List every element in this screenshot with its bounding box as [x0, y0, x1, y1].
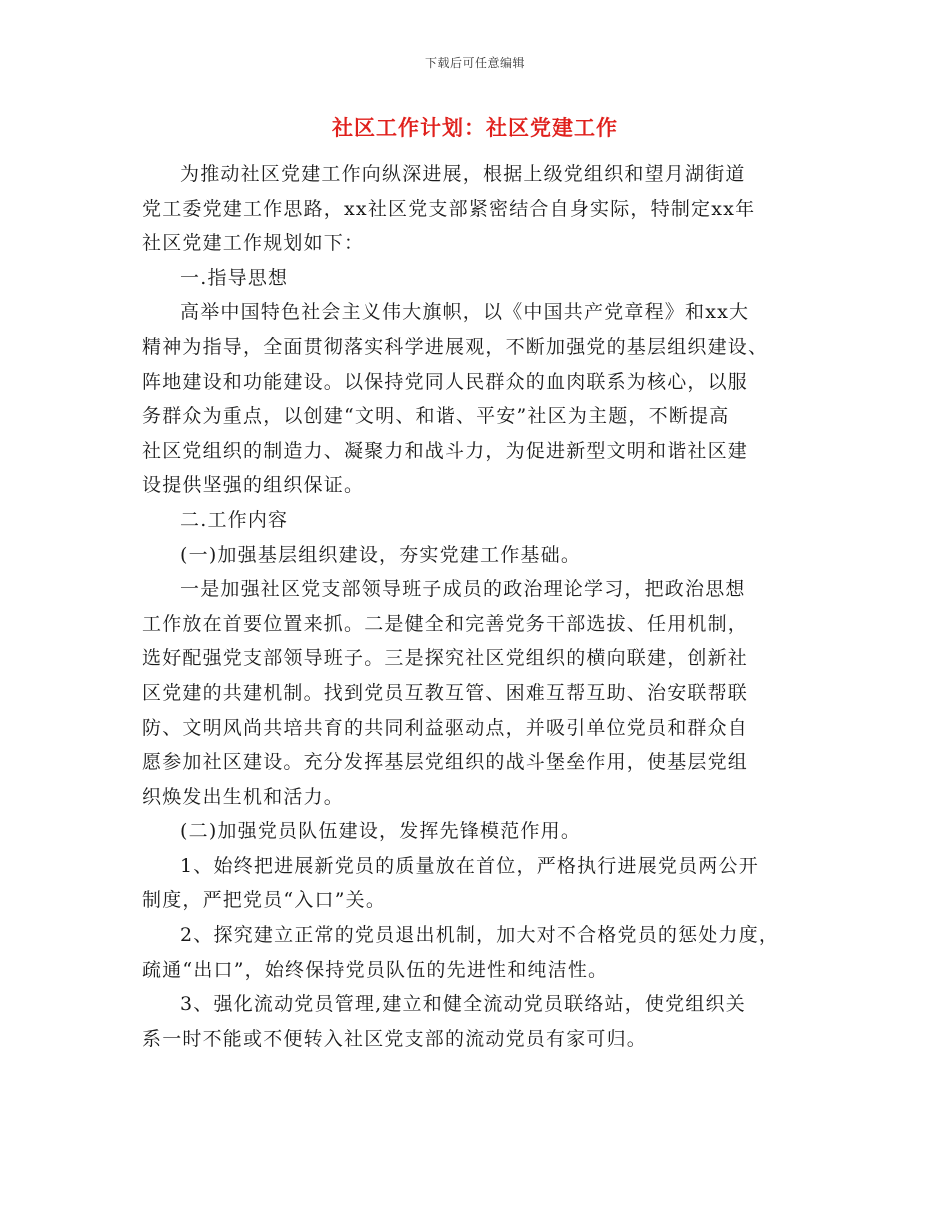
paragraph-line: 2、探究建立正常的党员退出机制，加大对不合格党员的惩处力度， — [180, 924, 780, 947]
paragraph — [142, 918, 810, 987]
paragraph-line: 一.指导思想 — [180, 266, 289, 289]
paragraph-line: (二)加强党员队伍建设，发挥先锋模范作用。 — [180, 820, 582, 843]
paragraph-line: 社区党建工作规划如下： — [142, 232, 365, 255]
paragraph-line: 选好配强党支部领导班子。三是探究社区党组织的横向联建，创新社 — [142, 647, 749, 670]
paragraph-line: 1、始终把进展新党员的质量放在首位，严格执行进展党员两公开 — [180, 854, 759, 877]
paragraph-line: 精神为指导，全面贯彻落实科学进展观，不断加强党的基层组织建设、 — [142, 335, 769, 358]
paragraph-line: 3、强化流动党员管理,建立和健全流动党员联络站，使党组织关 — [180, 993, 746, 1016]
paragraph-line: 阵地建设和功能建设。以保持党同人民群众的血肉联系为核心，以服 — [142, 370, 749, 393]
paragraph — [142, 849, 810, 918]
paragraph-line: 一是加强社区党支部领导班子成员的政治理论学习，把政治思想 — [180, 578, 746, 601]
paragraph-line: 防、文明风尚共培共育的共同利益驱动点，并吸引单位党员和群众自 — [142, 716, 749, 739]
paragraph-line: 高举中国特色社会主义伟大旗帜，以《中国共产党章程》和xx大 — [180, 301, 750, 324]
paragraph — [142, 987, 810, 1056]
paragraph-line: 愿参加社区建设。充分发挥基层党组织的战斗堡垒作用，使基层党组 — [142, 751, 749, 774]
paragraph-line: 务群众为重点，以创建“文明、和谐、平安”社区为主题，不断提高 — [142, 405, 730, 428]
document-title: 社区工作计划：社区党建工作 — [332, 115, 618, 140]
paragraph — [142, 814, 810, 849]
paragraph — [142, 538, 810, 573]
paragraph — [142, 503, 810, 538]
paragraph-line: 系一时不能或不便转入社区党支部的流动党员有家可归。 — [142, 1027, 648, 1050]
paragraph-line: (一)加强基层组织建设，夯实党建工作基础。 — [180, 543, 582, 566]
paragraph — [142, 295, 810, 503]
paragraph-line: 疏通“出口”，始终保持党员队伍的先进性和纯洁性。 — [142, 958, 609, 981]
paragraph-line: 区党建的共建机制。找到党员互教互管、困难互帮互助、治安联帮联 — [142, 681, 749, 704]
paragraph-line: 设提供坚强的组织保证。 — [142, 474, 365, 497]
document-body — [142, 157, 810, 1056]
paragraph-line: 制度，严把党员“入口”关。 — [142, 889, 387, 912]
header-note: 下载后可任意编辑 — [424, 56, 525, 70]
paragraph-line: 工作放在首要位置来抓。二是健全和完善党务干部选拔、任用机制， — [142, 612, 749, 635]
paragraph — [142, 157, 810, 261]
paragraph-line: 二.工作内容 — [180, 508, 289, 531]
paragraph-line: 为推动社区党建工作向纵深进展，根据上级党组织和望月湖街道 — [180, 163, 746, 185]
paragraph — [142, 261, 810, 296]
paragraph — [142, 572, 810, 814]
paragraph-line: 党工委党建工作思路，xx社区党支部紧密结合自身实际，特制定xx年 — [142, 197, 756, 220]
paragraph-line: 织焕发出生机和活力。 — [142, 785, 345, 808]
paragraph-line: 社区党组织的制造力、凝聚力和战斗力，为促进新型文明和谐社区建 — [142, 439, 749, 462]
